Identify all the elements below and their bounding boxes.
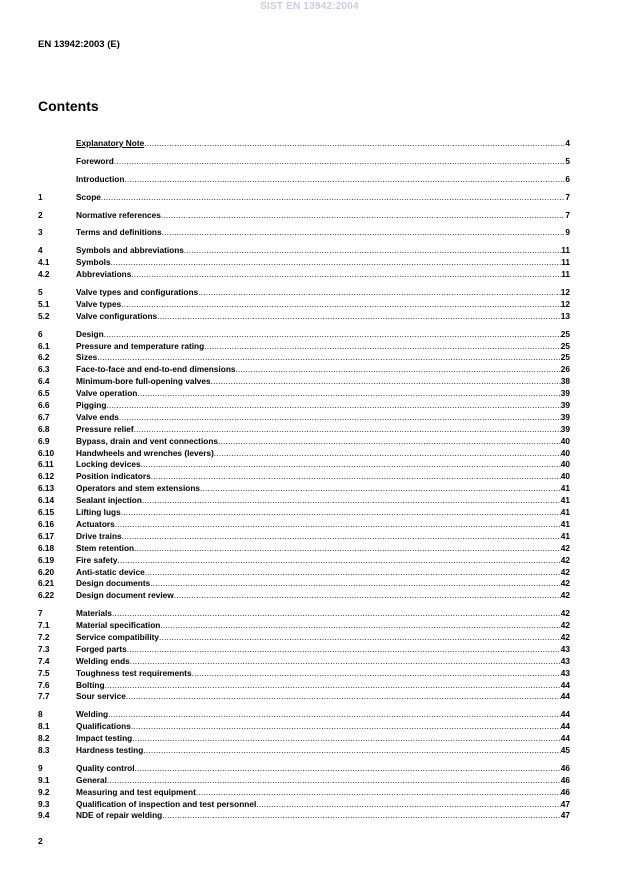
toc-entry-page: 9 xyxy=(565,227,570,238)
toc-dot-leader xyxy=(106,400,560,412)
toc-entry-number: 6.18 xyxy=(38,542,55,553)
toc-entry-title[interactable]: Locking devices xyxy=(76,459,141,470)
toc-entry-page: 40 xyxy=(560,459,570,470)
toc-dot-leader xyxy=(130,656,561,668)
toc-entry[interactable] xyxy=(38,668,570,680)
toc-entry-title[interactable]: Service compatibility xyxy=(76,631,160,642)
toc-entry-title[interactable]: Minimum-bore full-opening valves xyxy=(76,376,211,387)
toc-entry[interactable] xyxy=(38,376,570,388)
toc-entry-page: 41 xyxy=(560,518,570,529)
toc-entry-page: 12 xyxy=(560,298,570,309)
toc-entry-number: 7.5 xyxy=(38,667,50,678)
toc-group xyxy=(38,156,570,168)
toc-group xyxy=(38,174,570,186)
toc-entry[interactable] xyxy=(38,644,570,656)
toc-entry-number: 6.8 xyxy=(38,423,50,434)
toc-entry-number: 9.4 xyxy=(38,810,50,821)
toc-dot-leader xyxy=(118,555,561,567)
toc-entry-number: 6.12 xyxy=(38,471,55,482)
toc-entry-number: 6.19 xyxy=(38,554,55,565)
toc-group xyxy=(38,709,570,757)
toc-entry[interactable] xyxy=(38,257,570,269)
toc-entry[interactable] xyxy=(38,311,570,323)
toc-dot-leader xyxy=(119,412,561,424)
toc-entry-title[interactable]: Qualification of inspection and test personnel xyxy=(76,798,257,809)
toc-dot-leader xyxy=(144,138,565,150)
toc-entry-title[interactable]: Sour service xyxy=(76,691,126,702)
toc-entry-title[interactable]: Welding ends xyxy=(76,655,130,666)
toc-entry-number: 9.3 xyxy=(38,798,50,809)
toc-entry[interactable] xyxy=(38,412,570,424)
toc-entry[interactable] xyxy=(38,691,570,703)
toc-entry-title[interactable]: Position indicators xyxy=(76,471,151,482)
toc-dot-leader xyxy=(104,329,561,341)
toc-entry-number: 6.20 xyxy=(38,566,55,577)
toc-entry[interactable] xyxy=(38,269,570,281)
toc-entry-page: 42 xyxy=(560,542,570,553)
toc-entry-title[interactable]: Anti-static device xyxy=(76,566,145,577)
toc-entry-title[interactable]: Pigging xyxy=(76,400,107,411)
toc-entry-title[interactable]: Actuators xyxy=(76,518,115,529)
toc-entry[interactable] xyxy=(38,590,570,602)
toc-entry-page: 7 xyxy=(565,209,570,220)
toc-entry[interactable] xyxy=(38,721,570,733)
toc-entry-title[interactable]: Explanatory Note xyxy=(76,138,145,148)
toc-entry-number: 6.14 xyxy=(38,495,55,506)
toc-dot-leader xyxy=(161,210,566,222)
toc-dot-leader xyxy=(141,459,561,471)
toc-entry[interactable] xyxy=(38,352,570,364)
toc-dot-leader xyxy=(114,156,566,168)
toc-entry[interactable] xyxy=(38,810,570,822)
watermark: SIST EN 13942:2004 xyxy=(260,1,359,12)
toc-entry-page: 39 xyxy=(560,411,570,422)
toc-entry-title[interactable]: Stem retention xyxy=(76,542,135,553)
toc-entry-page: 42 xyxy=(560,620,570,631)
toc-entry-title[interactable]: Face-to-face and end-to-end dimensions xyxy=(76,364,236,375)
toc-entry-number: 6.17 xyxy=(38,530,55,541)
toc-entry-title[interactable]: Sealant injection xyxy=(76,495,142,506)
toc-dot-leader xyxy=(111,257,562,269)
toc-entry-title[interactable]: Pressure and temperature rating xyxy=(76,340,205,351)
toc-entry-title[interactable]: Terms and definitions xyxy=(76,227,162,238)
toc-entry-title[interactable]: Impact testing xyxy=(76,733,133,744)
toc-entry[interactable] xyxy=(38,364,570,376)
toc-entry-title[interactable]: Operators and stem extensions xyxy=(76,483,201,494)
toc-entry-page: 11 xyxy=(561,257,570,268)
toc-entry-title[interactable]: Design xyxy=(76,328,104,339)
toc-entry[interactable] xyxy=(38,436,570,448)
toc-entry[interactable] xyxy=(38,519,570,531)
toc-entry-page: 7 xyxy=(565,191,570,202)
toc-entry-number: 5 xyxy=(38,287,43,298)
toc-entry[interactable] xyxy=(38,733,570,745)
toc-dot-leader xyxy=(200,483,561,495)
toc-entry-number: 6.7 xyxy=(38,411,50,422)
toc-entry[interactable] xyxy=(38,608,570,620)
toc-entry-number: 7.4 xyxy=(38,655,50,666)
toc-group xyxy=(38,763,570,822)
toc-dot-leader xyxy=(211,376,561,388)
toc-dot-leader xyxy=(97,352,561,364)
toc-entry-title[interactable]: NDE of repair welding xyxy=(76,810,163,821)
toc-entry-number: 5.2 xyxy=(38,310,50,321)
toc-dot-leader xyxy=(198,287,561,299)
toc-group xyxy=(38,210,570,222)
toc-entry-page: 42 xyxy=(560,631,570,642)
toc-entry-title[interactable]: Design document review xyxy=(76,590,174,601)
toc-entry-page: 12 xyxy=(560,287,570,298)
toc-entry-number: 9.2 xyxy=(38,786,50,797)
toc-entry-page: 40 xyxy=(560,471,570,482)
toc-entry-title[interactable]: Valve types xyxy=(76,298,122,309)
toc-entry-page: 43 xyxy=(560,655,570,666)
toc-entry-title[interactable]: General xyxy=(76,774,107,785)
toc-dot-leader xyxy=(196,787,561,799)
toc-entry-title[interactable]: Toughness test requirements xyxy=(76,667,192,678)
toc-dot-leader xyxy=(134,424,561,436)
toc-entry-title[interactable]: Design documents xyxy=(76,578,151,589)
toc-group xyxy=(38,329,570,602)
toc-entry-page: 44 xyxy=(560,733,570,744)
toc-entry-title[interactable]: Forged parts xyxy=(76,643,127,654)
toc-dot-leader xyxy=(134,543,561,555)
toc-dot-leader xyxy=(160,620,560,632)
toc-entry[interactable] xyxy=(38,507,570,519)
toc-entry[interactable] xyxy=(38,459,570,471)
toc-entry-number: 4 xyxy=(38,245,43,256)
toc-entry-title[interactable]: Valve configurations xyxy=(76,310,158,321)
page-title: Contents xyxy=(38,98,99,114)
toc-entry-page: 13 xyxy=(560,310,570,321)
toc-entry-number: 9.1 xyxy=(38,774,50,785)
toc-entry[interactable] xyxy=(38,227,570,239)
toc-entry[interactable] xyxy=(38,245,570,257)
toc-entry-number: 6.10 xyxy=(38,447,55,458)
toc-dot-leader xyxy=(256,799,561,811)
toc-entry-page: 38 xyxy=(560,376,570,387)
toc-entry-title[interactable]: Bypass, drain and vent connections xyxy=(76,435,219,446)
toc-entry[interactable] xyxy=(38,471,570,483)
toc-entry-page: 5 xyxy=(565,155,570,166)
toc-group xyxy=(38,227,570,239)
toc-dot-leader xyxy=(127,644,561,656)
toc-entry-page: 42 xyxy=(560,578,570,589)
toc-entry-number: 7.3 xyxy=(38,643,50,654)
toc-entry[interactable] xyxy=(38,555,570,567)
toc-entry[interactable] xyxy=(38,787,570,799)
toc-entry-number: 7.2 xyxy=(38,631,50,642)
toc-dot-leader xyxy=(157,311,561,323)
toc-dot-leader xyxy=(192,668,561,680)
toc-entry[interactable] xyxy=(38,775,570,787)
toc-dot-leader xyxy=(218,436,561,448)
toc-entry-page: 11 xyxy=(561,269,570,280)
toc-entry-number: 1 xyxy=(38,191,43,202)
toc-entry-number: 6.1 xyxy=(38,340,50,351)
toc-group xyxy=(38,138,570,150)
toc-entry-page: 6 xyxy=(565,173,570,184)
toc-entry-number: 6.15 xyxy=(38,507,55,518)
toc-entry[interactable] xyxy=(38,483,570,495)
toc-entry-number: 8.2 xyxy=(38,733,50,744)
toc-entry-page: 25 xyxy=(560,328,570,339)
toc-dot-leader xyxy=(204,341,561,353)
toc-entry[interactable] xyxy=(38,745,570,757)
toc-entry-number: 3 xyxy=(38,227,43,238)
toc-entry-page: 43 xyxy=(560,643,570,654)
toc-entry-page: 41 xyxy=(560,507,570,518)
toc-dot-leader xyxy=(159,632,561,644)
toc-entry-title[interactable]: Fire safety xyxy=(76,554,118,565)
toc-entry-number: 4.2 xyxy=(38,269,50,280)
toc-dot-leader xyxy=(121,507,561,519)
toc-entry[interactable] xyxy=(38,578,570,590)
toc-dot-leader xyxy=(150,578,561,590)
toc-group xyxy=(38,287,570,323)
toc-entry-title[interactable]: Scope xyxy=(76,191,101,202)
toc-entry-title[interactable]: Pressure relief xyxy=(76,423,134,434)
toc-entry-number: 9 xyxy=(38,762,43,773)
toc-entry[interactable] xyxy=(38,543,570,555)
toc-dot-leader xyxy=(184,245,561,257)
toc-dot-leader xyxy=(143,745,560,757)
toc-entry-number: 7 xyxy=(38,608,43,619)
toc-entry-number: 6.4 xyxy=(38,376,50,387)
toc-entry-title[interactable]: Symbols xyxy=(76,257,111,268)
toc-dot-leader xyxy=(214,448,561,460)
toc-entry[interactable] xyxy=(38,763,570,775)
toc-entry[interactable] xyxy=(38,388,570,400)
toc-entry[interactable] xyxy=(38,210,570,222)
toc-entry-title[interactable]: Valve ends xyxy=(76,411,119,422)
toc-entry-page: 44 xyxy=(560,691,570,702)
toc-entry[interactable] xyxy=(38,424,570,436)
toc-entry[interactable] xyxy=(38,680,570,692)
toc-entry-page: 47 xyxy=(560,798,570,809)
toc-entry-number: 7.1 xyxy=(38,620,50,631)
toc-group xyxy=(38,608,570,703)
toc-entry-page: 40 xyxy=(560,435,570,446)
toc-entry-page: 43 xyxy=(560,667,570,678)
toc-dot-leader xyxy=(124,174,565,186)
toc-dot-leader xyxy=(131,721,561,733)
toc-entry[interactable] xyxy=(38,656,570,668)
toc-entry[interactable] xyxy=(38,620,570,632)
toc-entry[interactable] xyxy=(38,531,570,543)
toc-entry-page: 41 xyxy=(560,530,570,541)
toc-entry-title[interactable]: Valve types and configurations xyxy=(76,287,199,298)
toc-dot-leader xyxy=(142,495,561,507)
toc-entry[interactable] xyxy=(38,192,570,204)
toc-entry-title[interactable]: Introduction xyxy=(76,173,125,184)
toc-entry-title[interactable]: Measuring and test equipment xyxy=(76,786,196,797)
table-of-contents xyxy=(38,138,570,828)
toc-entry-number: 6.3 xyxy=(38,364,50,375)
toc-entry-number: 6.16 xyxy=(38,518,55,529)
toc-entry-page: 44 xyxy=(560,679,570,690)
toc-entry[interactable] xyxy=(38,174,570,186)
toc-entry-number: 2 xyxy=(38,209,43,220)
toc-dot-leader xyxy=(145,567,561,579)
toc-entry-page: 46 xyxy=(560,762,570,773)
toc-entry[interactable] xyxy=(38,287,570,299)
toc-dot-leader xyxy=(121,299,561,311)
toc-dot-leader xyxy=(236,364,561,376)
toc-entry-page: 39 xyxy=(560,423,570,434)
toc-entry-page: 40 xyxy=(560,447,570,458)
toc-entry[interactable] xyxy=(38,156,570,168)
toc-dot-leader xyxy=(174,590,561,602)
page-number: 2 xyxy=(38,836,43,846)
toc-entry-number: 8.3 xyxy=(38,744,50,755)
toc-entry-number: 6.21 xyxy=(38,578,55,589)
toc-entry-page: 41 xyxy=(560,483,570,494)
toc-entry-page: 39 xyxy=(560,400,570,411)
toc-entry[interactable] xyxy=(38,329,570,341)
toc-dot-leader xyxy=(132,733,561,745)
toc-entry-title[interactable]: Hardness testing xyxy=(76,744,144,755)
toc-entry-page: 26 xyxy=(560,364,570,375)
toc-entry-page: 47 xyxy=(560,810,570,821)
toc-entry-page: 11 xyxy=(561,245,570,256)
toc-entry[interactable] xyxy=(38,299,570,311)
toc-entry-title[interactable]: Drive trains xyxy=(76,530,122,541)
toc-dot-leader xyxy=(122,531,561,543)
toc-entry[interactable] xyxy=(38,799,570,811)
toc-entry-title[interactable]: Lifting lugs xyxy=(76,507,121,518)
toc-entry-number: 6.6 xyxy=(38,400,50,411)
toc-entry-title[interactable]: Qualifications xyxy=(76,721,131,732)
toc-dot-leader xyxy=(162,810,561,822)
toc-entry-title[interactable]: Valve operation xyxy=(76,388,138,399)
toc-entry-number: 8.1 xyxy=(38,721,50,732)
toc-entry-page: 39 xyxy=(560,388,570,399)
toc-entry-number: 8 xyxy=(38,709,43,720)
toc-entry-number: 7.7 xyxy=(38,691,50,702)
toc-dot-leader xyxy=(135,763,561,775)
toc-entry-page: 46 xyxy=(560,774,570,785)
toc-entry[interactable] xyxy=(38,495,570,507)
toc-entry-number: 6.22 xyxy=(38,590,55,601)
toc-entry-number: 5.1 xyxy=(38,298,50,309)
toc-entry[interactable] xyxy=(38,400,570,412)
toc-entry-page: 42 xyxy=(560,554,570,565)
toc-entry-page: 42 xyxy=(560,590,570,601)
toc-entry[interactable] xyxy=(38,709,570,721)
toc-dot-leader xyxy=(112,608,561,620)
toc-dot-leader xyxy=(126,691,561,703)
toc-entry-page: 44 xyxy=(560,721,570,732)
toc-dot-leader xyxy=(151,471,561,483)
toc-entry[interactable] xyxy=(38,341,570,353)
toc-dot-leader xyxy=(131,269,561,281)
toc-entry-title[interactable]: Material specification xyxy=(76,620,161,631)
toc-entry-page: 25 xyxy=(560,352,570,363)
toc-dot-leader xyxy=(105,680,561,692)
toc-group xyxy=(38,245,570,281)
toc-entry-number: 6.11 xyxy=(38,459,54,470)
toc-entry-title[interactable]: Symbols and abbreviations xyxy=(76,245,184,256)
toc-entry-title[interactable]: Bolting xyxy=(76,679,105,690)
toc-entry-number: 6 xyxy=(38,328,43,339)
toc-entry-page: 42 xyxy=(560,608,570,619)
toc-entry-page: 4 xyxy=(565,138,570,148)
toc-entry-number: 6.2 xyxy=(38,352,50,363)
toc-entry-page: 44 xyxy=(560,709,570,720)
toc-entry-number: 6.9 xyxy=(38,435,50,446)
toc-entry-page: 45 xyxy=(560,744,570,755)
toc-entry-title[interactable]: Foreword xyxy=(76,155,114,166)
toc-entry-number: 7.6 xyxy=(38,679,50,690)
toc-dot-leader xyxy=(107,775,561,787)
toc-entry[interactable] xyxy=(38,138,570,150)
toc-entry-page: 41 xyxy=(560,495,570,506)
toc-entry-title[interactable]: Sizes xyxy=(76,352,98,363)
toc-entry[interactable] xyxy=(38,567,570,579)
toc-entry-title[interactable]: Quality control xyxy=(76,762,135,773)
toc-entry-title[interactable]: Abbreviations xyxy=(76,269,132,280)
toc-dot-leader xyxy=(101,192,565,204)
toc-dot-leader xyxy=(108,709,561,721)
toc-entry-number: 6.13 xyxy=(38,483,55,494)
toc-entry[interactable] xyxy=(38,632,570,644)
toc-entry-title[interactable]: Materials xyxy=(76,608,112,619)
toc-entry-number: 6.5 xyxy=(38,388,50,399)
toc-dot-leader xyxy=(115,519,561,531)
toc-entry-title[interactable]: Normative references xyxy=(76,209,161,220)
toc-entry-number: 4.1 xyxy=(38,257,50,268)
toc-entry[interactable] xyxy=(38,448,570,460)
toc-group xyxy=(38,192,570,204)
toc-entry-page: 42 xyxy=(560,566,570,577)
toc-dot-leader xyxy=(137,388,560,400)
toc-entry-page: 25 xyxy=(560,340,570,351)
document-id: EN 13942:2003 (E) xyxy=(38,39,120,50)
toc-entry-title[interactable]: Handwheels and wrenches (levers) xyxy=(76,447,214,458)
toc-entry-title[interactable]: Welding xyxy=(76,709,109,720)
toc-entry-page: 46 xyxy=(560,786,570,797)
toc-dot-leader xyxy=(162,227,566,239)
